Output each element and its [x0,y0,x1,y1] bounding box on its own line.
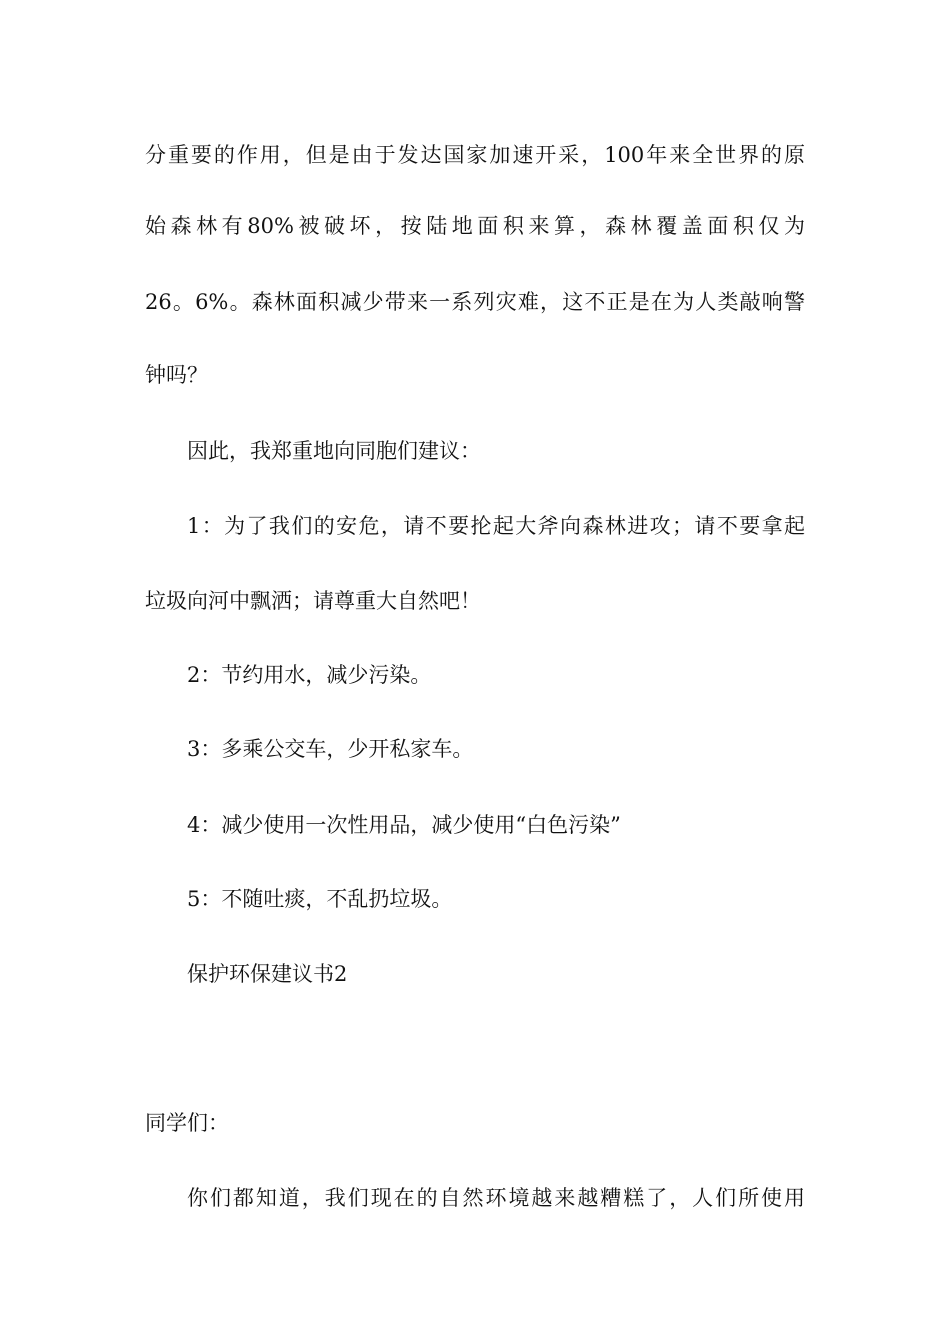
paragraph-line: 因此，我郑重地向同胞们建议： [187,439,481,463]
list-item: 3：多乘公交车，少开私家车。 [187,737,474,761]
salutation: 同学们： [145,1111,229,1135]
list-item: 5：不随吐痰，不乱扔垃圾。 [187,887,453,911]
paragraph-line: 26。6%。森林面积减少带来一系列灾难，这不正是在为人类敲响警 [145,290,805,314]
list-item: 4：减少使用一次性用品，减少使用“白色污染” [187,813,621,837]
paragraph-line: 你们都知道，我们现在的自然环境越来越糟糕了，人们所使用 [187,1186,805,1210]
paragraph-line: 1：为了我们的安危，请不要抡起大斧向森林进攻；请不要拿起 [187,514,805,538]
list-item: 2：节约用水，减少污染。 [187,663,432,687]
paragraph-line: 始森林有80%被破坏，按陆地面积来算，森林覆盖面积仅为 [145,214,805,238]
section-heading: 保护环保建议书2 [187,962,348,986]
paragraph-line: 分重要的作用，但是由于发达国家加速开采，100年来全世界的原 [145,143,805,167]
paragraph-line: 钟吗？ [145,363,208,387]
paragraph-line: 垃圾向河中飘洒；请尊重大自然吧！ [145,589,481,613]
